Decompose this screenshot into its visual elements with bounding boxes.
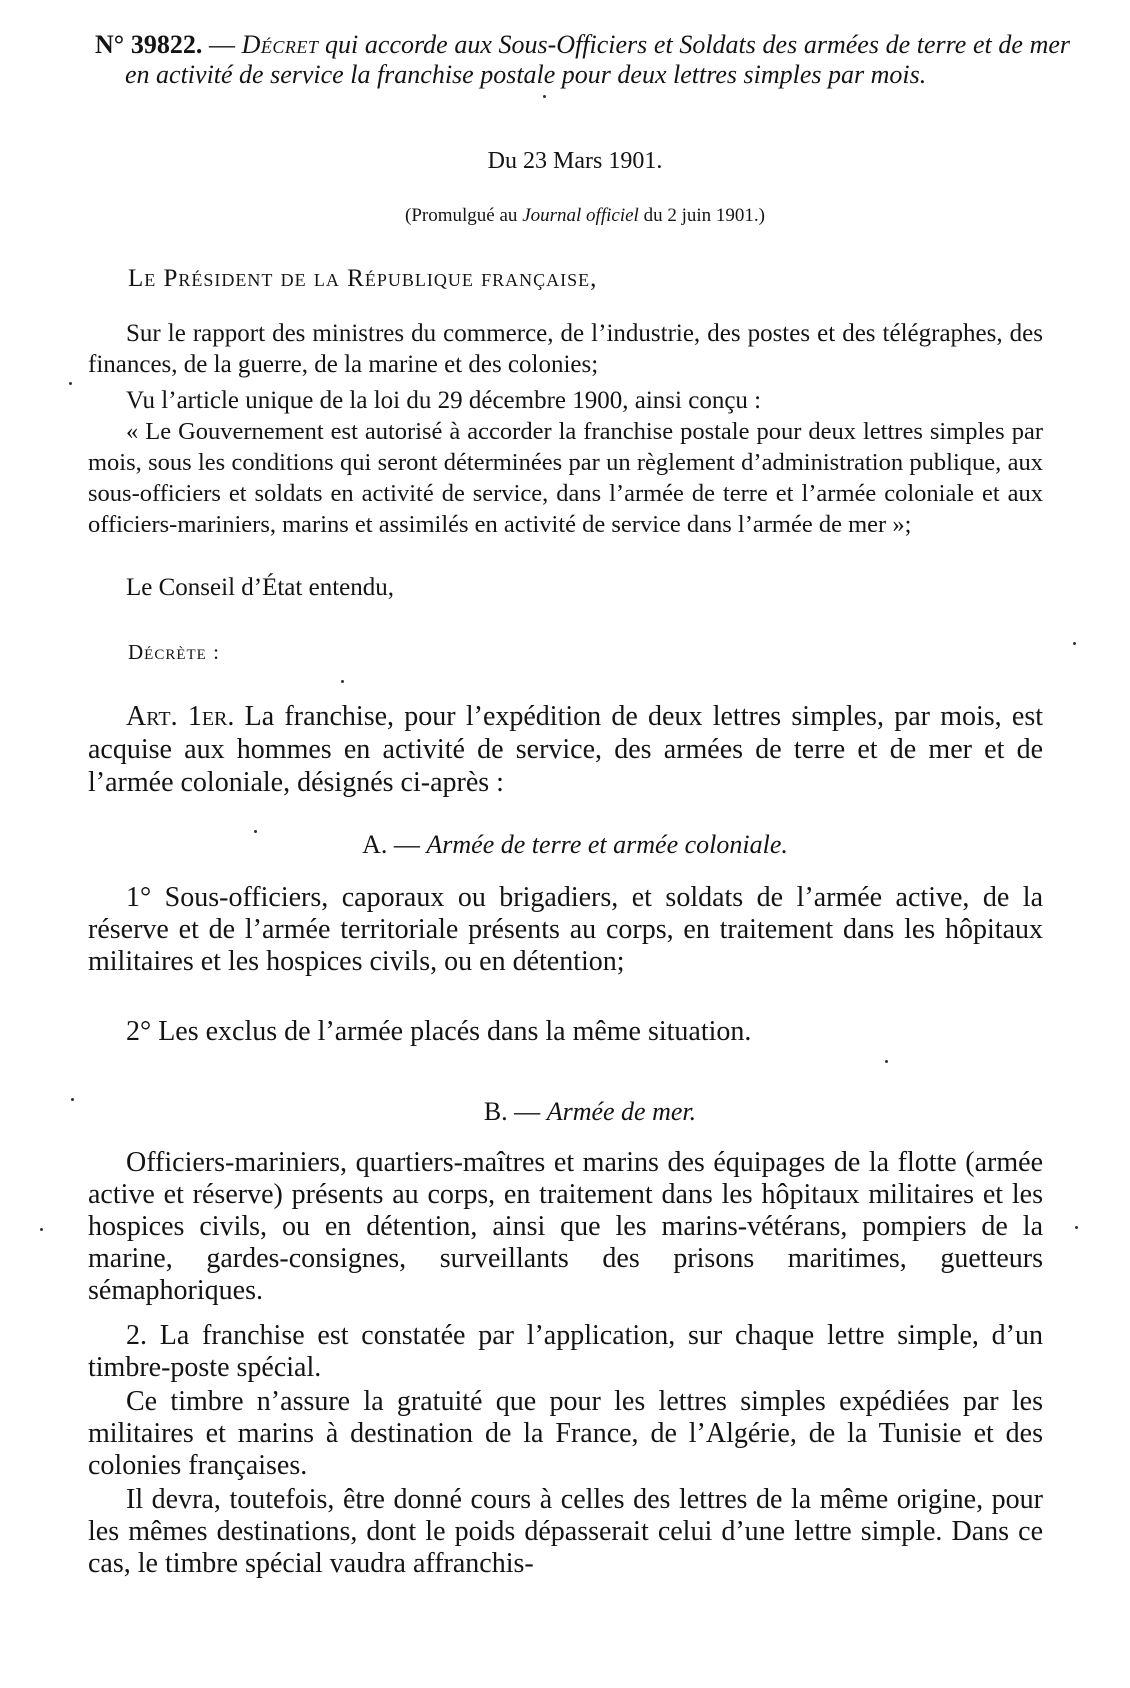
scan-speck: [341, 680, 344, 683]
article-1-label: Art. 1er.: [126, 701, 235, 732]
section-b-text: Officiers-mariniers, quartiers-maîtres et marins des équipages de la flotte (armée active et réserve) présents au corps, en traitement dans les hôpitaux militaires et les hospices civils, ou en détention, ainsi que les marins-vétérans, pompiers de la marine, gardes-consignes, surveillants des prisons maritimes, guetteurs sémaphoriques.: [88, 1147, 1043, 1306]
decree-number: N° 39822.: [95, 30, 203, 59]
section-b-heading: [0, 1097, 1130, 1127]
header-dash: —: [202, 30, 242, 59]
scan-speck: [1073, 642, 1076, 645]
article-1-text: La franchise, pour l’expédition de deux lettres simples, par mois, est acquise aux hommes en activité de service, des armées de terre et de mer et de l’armée coloniale, désignés ci-après :: [88, 701, 1043, 798]
promulgation-open: (Promulgué au: [405, 205, 523, 226]
vu-paragraph: Vu l’article unique de la loi du 29 décembre 1900, ainsi conçu :: [126, 387, 762, 414]
scan-speck: [71, 1098, 74, 1101]
promulgation-note: [0, 205, 1130, 227]
section-a-item-2: 2° Les exclus de l’armée placés dans la même situation.: [126, 1016, 752, 1047]
section-a-heading: [0, 830, 1130, 860]
section-a-item-1: 1° Sous-officiers, caporaux ou brigadiers, et soldats de l’armée active, de la réserve et de l’armée territoriale présents au corps, en traitement dans les hôpitaux militaires et les hospices civils, ou en détention;: [88, 882, 1043, 977]
scan-speck: [40, 1228, 43, 1231]
article-2: 2. La franchise est constatée par l’application, sur chaque lettre simple, d’un timbre-poste spécial.: [88, 1320, 1043, 1383]
conseil-paragraph: Le Conseil d’État entendu,: [126, 574, 394, 601]
journal-title: Journal officiel: [522, 205, 639, 226]
promulgation-close: du 2 juin 1901.): [638, 205, 765, 226]
section-a-title: Armée de terre et armée coloniale.: [426, 830, 788, 859]
section-a-letter: A. —: [362, 830, 427, 859]
decree-date: Du 23 Mars 1901.: [487, 148, 663, 174]
scan-speck: [543, 95, 546, 98]
president-heading: Le Président de la République française,: [128, 265, 598, 292]
scan-speck: [254, 830, 257, 833]
decree-title: qui accorde aux Sous-Officiers et Soldats des armées de terre et de mer en activité de service la franchise postale pour deux lettres simples par mois.: [125, 30, 1071, 89]
section-b-letter: B. —: [483, 1097, 547, 1126]
decree-header: [95, 30, 1070, 90]
scan-speck: [885, 1060, 888, 1063]
devra-paragraph: Il devra, toutefois, être donné cours à celles des lettres de la même origine, pour les mêmes destinations, dont le poids dépasserait celui d’une lettre simple. Dans ce cas, le timbre spécial vaudra affranchis-: [88, 1484, 1043, 1579]
article-1: [88, 700, 1043, 799]
rapport-paragraph: Sur le rapport des ministres du commerce, de l’industrie, des postes et des télégraphes, des finances, de la guerre, de la marine et des colonies;: [88, 320, 1043, 378]
scan-speck: [1075, 1226, 1078, 1229]
timbre-paragraph: Ce timbre n’assure la gratuité que pour les lettres simples expédiées par les militaires et marins à destination de la France, de l’Algérie, de la Tunisie et des colonies françaises.: [88, 1386, 1043, 1481]
section-b-title: Armée de mer.: [546, 1097, 697, 1126]
decrete-heading: Décrète :: [128, 640, 220, 664]
scan-speck: [69, 382, 72, 385]
quoted-law: « Le Gouvernement est autorisé à accorder la franchise postale pour deux lettres simples par mois, sous les conditions qui seront déterminées par un règlement d’administration publique, aux sous-officiers et soldats en activité de service, dans l’armée de terre et l’armée coloniale et aux officiers-mariniers, marins et assimilés en activité de service dans l’armée de mer »;: [88, 418, 1043, 538]
decret-word: Décret: [241, 30, 319, 59]
